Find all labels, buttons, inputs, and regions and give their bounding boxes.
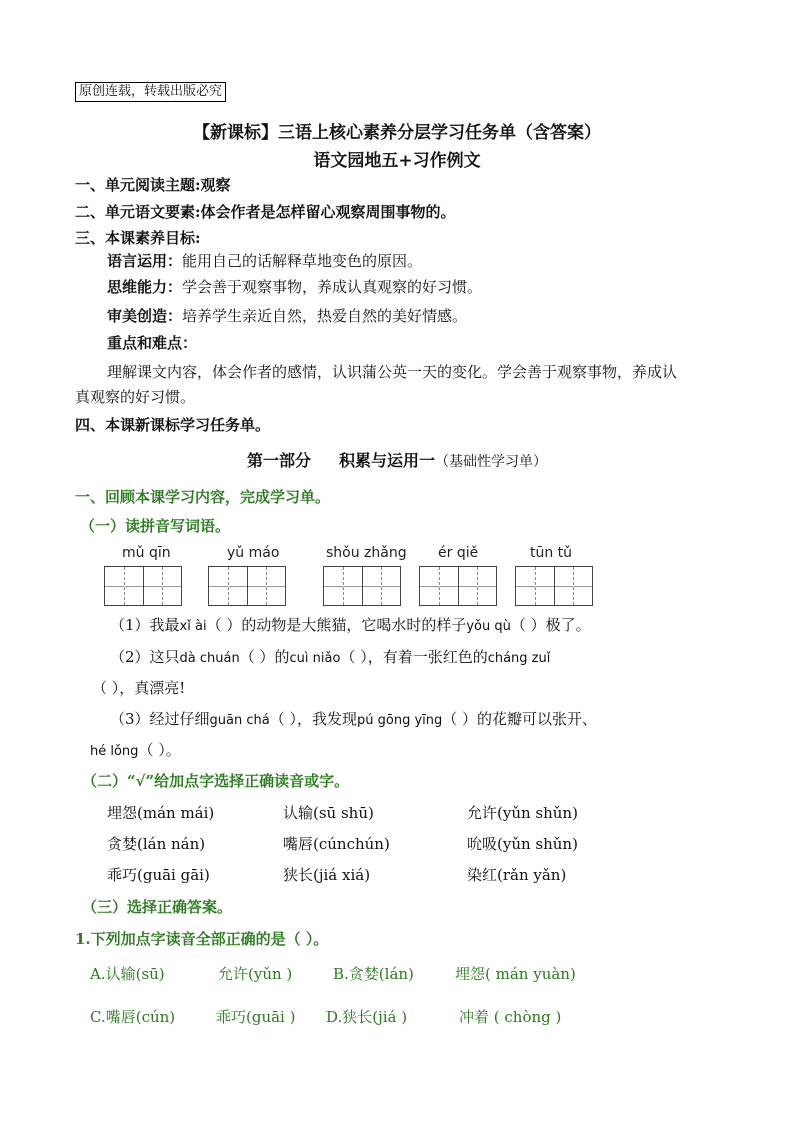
reading-item: 允许(yǔn shǔn): [467, 804, 578, 822]
reading-item: 狭长(jiá xiá): [283, 866, 371, 884]
fill-item-2: （2）这只dà chuán（ ）的cuì niǎo（ ），有着一张红色的cháng zuǐ: [110, 648, 551, 666]
section-4: 四、本课新课标学习任务单。: [75, 416, 271, 434]
section-2: 二、单元语文要素:体会作者是怎样留心观察周围事物的。: [75, 203, 456, 221]
writing-grid-4[interactable]: [419, 566, 497, 606]
pinyin-word-5: tūn tǔ: [530, 545, 573, 561]
reading-item: 乖巧(guāi gāi): [107, 866, 210, 884]
sub-1-heading: （一）读拼音写词语。: [80, 517, 231, 535]
page-title: 【新课标】三语上核心素养分层学习任务单（含答案）: [193, 123, 601, 143]
fill-item-3: （3）经过仔细guān chá（ ），我发现pú gōng yīng（ ）的花瓣可以张开、: [110, 710, 598, 728]
writing-grid-5[interactable]: [515, 566, 593, 606]
reading-item: 埋怨(mán mái): [107, 804, 215, 822]
copyright-stamp: 原创连载，转载出版必究: [75, 82, 226, 102]
pinyin-word-4: ér qiě: [438, 545, 479, 561]
reading-item: 染红(rǎn yǎn): [467, 866, 567, 884]
reading-item: 认输(sū shū): [283, 804, 374, 822]
option-a-word-2: 允许(yǔn ): [218, 965, 293, 983]
key-points-label: 重点和难点：: [107, 334, 198, 352]
section-1: 一、单元阅读主题:观察: [75, 176, 231, 194]
pinyin-word-1: mǔ qīn: [122, 545, 171, 561]
reading-item: 吮吸(yǔn shǔn): [467, 835, 578, 853]
pinyin-word-2: yǔ máo: [227, 545, 280, 561]
task-1-heading: 一、回顾本课学习内容，完成学习单。: [75, 488, 331, 506]
option-a[interactable]: A.认输(sū): [90, 965, 165, 983]
goal-aesthetic: 审美创造：培养学生亲近自然，热爱自然的美好情感。: [107, 307, 468, 325]
option-c[interactable]: C.嘴唇(cún): [90, 1008, 176, 1026]
pinyin-word-3: shǒu zhǎng: [326, 545, 407, 561]
option-b-word-2: 埋怨( mán yuàn): [455, 965, 576, 983]
fill-item-2-cont: （ ），真漂亮!: [92, 679, 186, 697]
sub-2-heading: （二）“√”给加点字选择正确读音或字。: [82, 772, 350, 790]
fill-item-1: （1）我最xǐ ài（ ）的动物是大熊猫，它喝水时的样子yǒu qù（ ）极了。: [110, 616, 591, 634]
page-subtitle: 语文园地五+习作例文: [313, 151, 481, 171]
option-c-word-2: 乖巧(guāi ): [216, 1008, 296, 1026]
writing-grid-1[interactable]: [104, 566, 182, 606]
reading-item: 嘴唇(cúnchún): [283, 835, 390, 853]
reading-item: 贪婪(lán nán): [107, 835, 206, 853]
key-points-text-cont: 真观察的好习惯。: [75, 388, 196, 406]
writing-grid-3[interactable]: [323, 566, 401, 606]
option-b[interactable]: B.贪婪(lán): [333, 965, 414, 983]
fill-item-3-cont: hé lǒng（ ）。: [90, 741, 181, 759]
option-d-word-2: 冲着 ( chòng ): [459, 1008, 562, 1026]
sub-3-heading: （三）选择正确答案。: [82, 898, 233, 916]
option-d[interactable]: D.狭长(jiá ): [326, 1008, 408, 1026]
question-1: 1.下列加点字读音全部正确的是（ ）。: [75, 930, 329, 948]
goal-thinking: 思维能力：学会善于观察事物，养成认真观察的好习惯。: [107, 278, 483, 296]
key-points-text: 理解课文内容，体会作者的感情，认识蒲公英一天的变化。学会善于观察事物，养成认: [107, 363, 678, 381]
section-3: 三、本课素养目标:: [75, 229, 201, 247]
writing-grid-2[interactable]: [208, 566, 286, 606]
goal-language: 语言运用：能用自己的话解释草地变色的原因。: [107, 252, 423, 270]
part-heading: 第一部分 积累与运用一（基础性学习单）: [246, 451, 548, 470]
